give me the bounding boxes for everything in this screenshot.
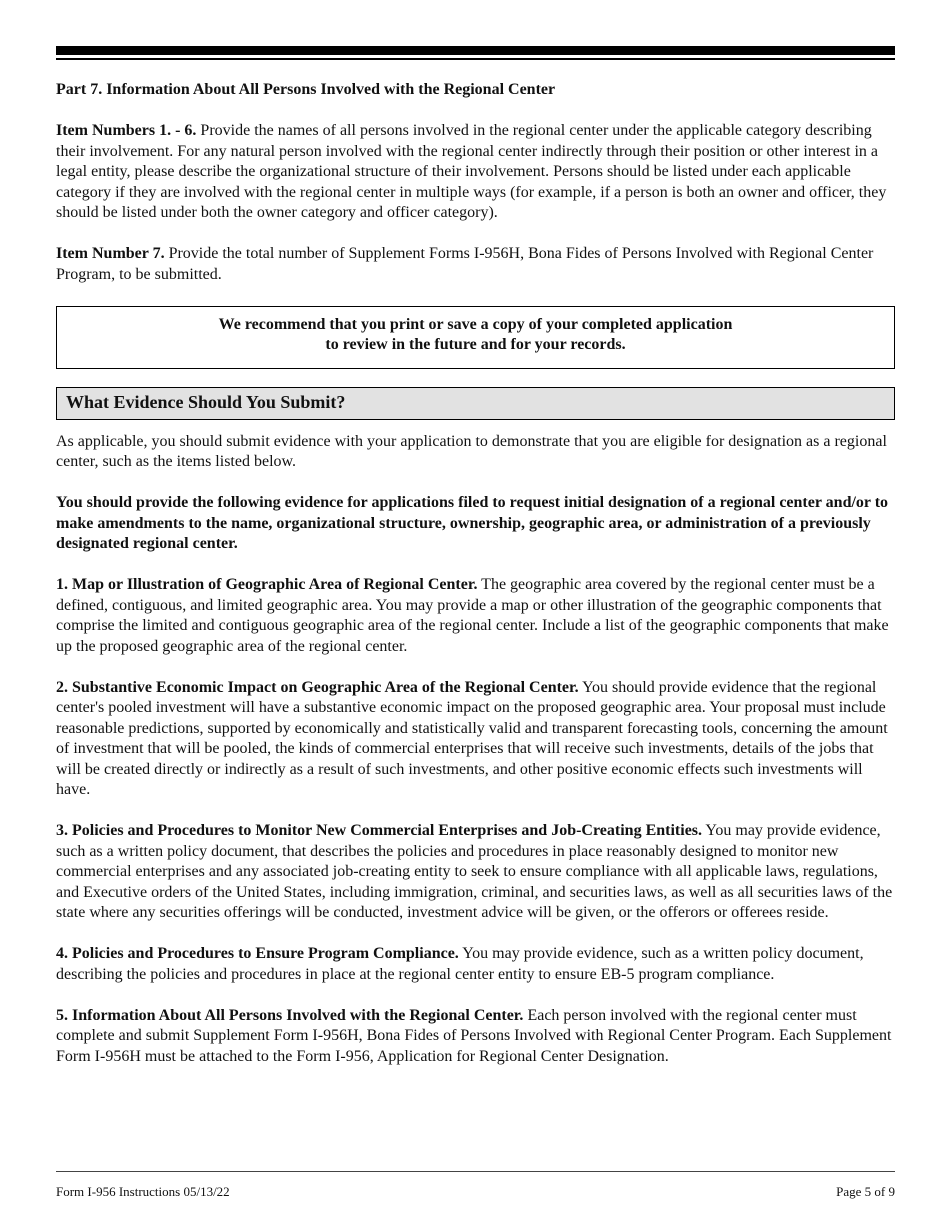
evidence-item-4-text: You may provide evidence, such as a written policy document, describing the policies and procedures in place at the regional center entity to ensure EB-5 program compliance. <box>56 945 864 983</box>
evidence-item-1-text: The geographic area covered by the regional center must be a defined, contiguous, and limited geographic area. You may provide a map or other illustration of the geographic components that comprise the limited and contiguous geographic area of the regional center. Include a list of the geographic components that make up the proposed geographic area of the regional center. <box>56 576 889 655</box>
footer-form-id: Form I-956 Instructions 05/13/22 <box>56 1184 230 1199</box>
item-number-7-text: Provide the total number of Supplement Forms I-956H, Bona Fides of Persons Involved with Regional Center Program, to be submitted. <box>56 245 874 283</box>
evidence-section-header: What Evidence Should You Submit? <box>56 387 895 420</box>
notice-line-2: to review in the future and for your records. <box>325 336 626 353</box>
footer-rule <box>56 1171 895 1172</box>
item-numbers-1-6-label: Item Numbers 1. - 6. <box>56 122 197 139</box>
evidence-item-5-title: 5. Information About All Persons Involved with the Regional Center. <box>56 1006 524 1024</box>
header-thick-rule <box>56 46 895 55</box>
header-thin-rule <box>56 58 895 60</box>
page-content <box>56 80 895 1088</box>
evidence-item-4-title: 4. Policies and Procedures to Ensure Program Compliance. <box>56 945 459 962</box>
evidence-item-5-text: Each person involved with the regional center must complete and submit Supplement Form I-956H, Bona Fides of Persons Involved with Regional Center Program. Each Supplement Form I-956H must be attached to the Form I-956, Application for Regional Center Designation. <box>56 1006 892 1065</box>
part7-heading: Part 7. Information About All Persons Involved with the Regional Center <box>56 81 556 98</box>
evidence-item-3-title: 3. Policies and Procedures to Monitor New Commercial Enterprises and Job-Creating Entities. <box>56 822 703 839</box>
evidence-item-2-title: 2. Substantive Economic Impact on Geographic Area of the Regional Center. <box>56 678 579 696</box>
item-number-7-paragraph <box>56 244 895 285</box>
footer-page-number: Page 5 of 9 <box>836 1184 895 1199</box>
recommendation-notice-box <box>56 306 895 369</box>
item-numbers-1-6-text: Provide the names of all persons involved in the regional center under the applicable category describing their involvement. For any natural person involved with the regional center indirectly through their position or other interest in a legal entity, please describe the organizational structure of their involvement. Persons should be listed under each applicable category if they are involved with the regional center in multiple ways (for example, if a person is both an owner and officer, they should be listed under both the owner category and officer category). <box>56 122 887 221</box>
evidence-item-4 <box>56 944 895 985</box>
evidence-item-1-title: 1. Map or Illustration of Geographic Area of Regional Center. <box>56 576 478 593</box>
notice-line-1: We recommend that you print or save a copy of your completed application <box>218 315 733 333</box>
evidence-item-1 <box>56 575 895 657</box>
evidence-item-3 <box>56 821 895 924</box>
item-number-7-label: Item Number 7. <box>56 245 165 262</box>
evidence-item-5 <box>56 1006 895 1068</box>
evidence-bold-intro-paragraph: You should provide the following evidence for applications filed to request initial designation of a regional center and/or to make amendments to the name, organizational structure, ownership, geographic area, or administration of a previously designated regional center. <box>56 494 889 552</box>
item-numbers-1-6-paragraph <box>56 121 895 224</box>
evidence-item-2 <box>56 678 895 801</box>
evidence-item-3-text: You may provide evidence, such as a written policy document, that describes the policies and procedures in place reasonably designed to monitor new commercial enterprises and any associated job-creating entity to seek to ensure compliance with all applicable laws, regulations, and Executive orders of the United States, including immigration, criminal, and securities laws, as well as all securities laws of the state where any securities offerings will be conducted, investment advice will be given, or the offerors or offerees reside. <box>56 822 893 921</box>
evidence-item-2-text: You should provide evidence that the regional center's pooled investment will have a substantive economic impact on the proposed geographic area. Your proposal must include reasonable predictions, supported by economically and statistically valid and transparent forecasting tools, concerning the amount of investment that will be pooled, the kinds of commercial enterprises that will receive such investments, details of the jobs that will be created directly or indirectly as a result of such investments, and other positive economic effects such investments will have. <box>56 678 888 798</box>
evidence-intro-paragraph: As applicable, you should submit evidence with your application to demonstrate that you are eligible for designation as a regional center, such as the items listed below. <box>56 432 887 470</box>
